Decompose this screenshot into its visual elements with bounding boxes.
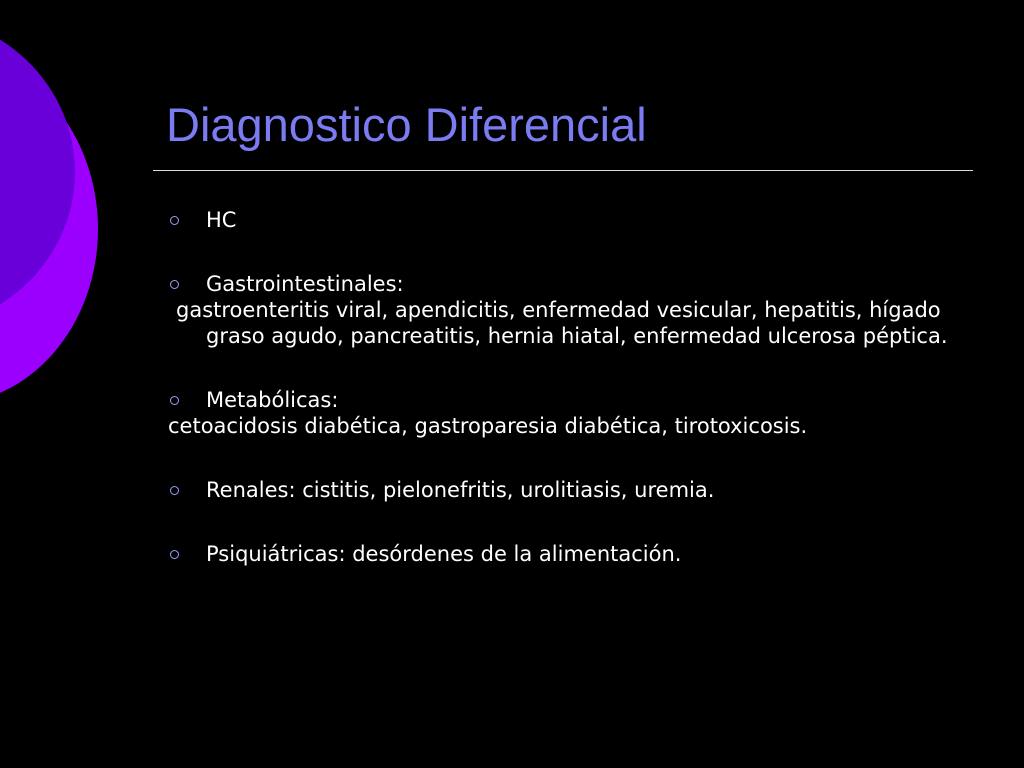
list-item-label: Metabólicas: [206,388,339,412]
hollow-circle-bullet-icon [170,280,179,289]
slide-title: Diagnostico Diferencial [166,98,647,151]
slide-body [168,207,958,567]
list-item-psiquiatricas [168,541,958,567]
list-item-metabolicas [168,387,958,413]
hollow-circle-bullet-icon [170,396,179,405]
hollow-circle-bullet-icon [170,216,179,225]
title-divider [153,170,973,171]
gastrointestinal-detail: gastroenteritis viral, apendicitis, enfermedad vesicular, hepatitis, hígado graso agudo, pancreatitis, hernia hiatal, enfermedad ulcerosa péptica. [176,298,948,348]
list-item-gastrointestinales [168,271,958,297]
list-item-label: Psiquiátricas: desórdenes de la alimentación. [206,542,682,566]
metabolic-detail: cetoacidosis diabética, gastroparesia diabética, tirotoxicosis. [168,414,808,438]
list-item-label: Renales: cistitis, pielonefritis, urolitiasis, uremia. [206,478,715,502]
hollow-circle-bullet-icon [170,550,179,559]
list-item-label: HC [206,208,237,232]
list-item-label: Gastrointestinales: [206,272,404,296]
list-item-renales [168,477,958,503]
hollow-circle-bullet-icon [170,486,179,495]
list-item-hc [168,207,958,233]
